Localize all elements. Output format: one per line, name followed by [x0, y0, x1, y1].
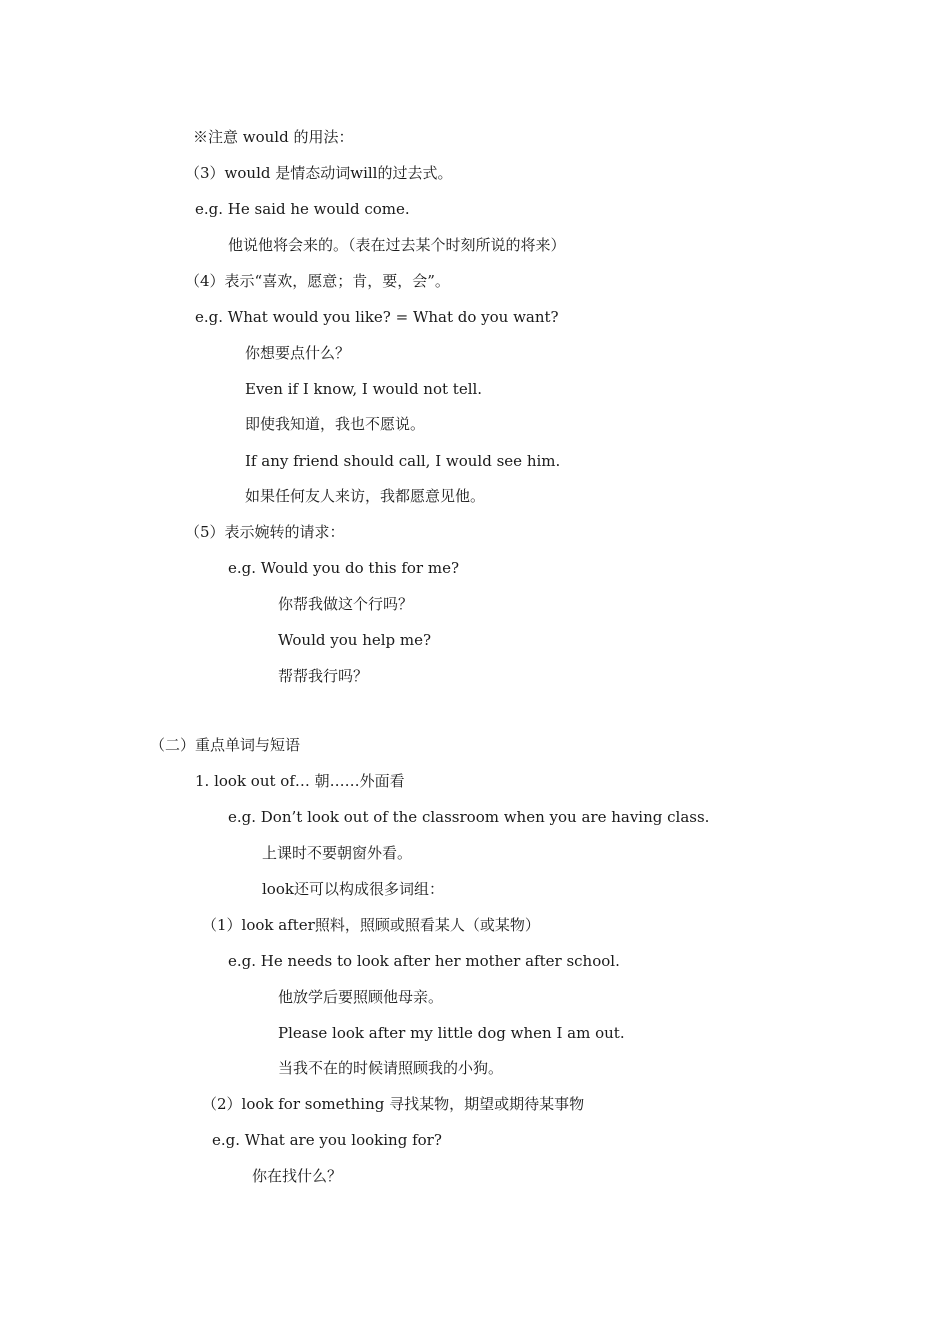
point-4-heading: （4）表示“喜欢，愿意；肯，要，会”。 [185, 272, 450, 290]
example-line: e.g. Don’t look out of the classroom when you are having class. [228, 808, 710, 826]
example-line: Please look after my little dog when I am out. [278, 1024, 625, 1042]
phrase-look-for-heading: （2）look for something 寻找某物，期望或期待某事物 [202, 1095, 585, 1113]
note-line: look还可以构成很多词组： [262, 880, 444, 898]
note-would-heading: ※注意 would 的用法： [193, 128, 354, 146]
translation-line: 帮帮我行吗？ [278, 667, 369, 685]
translation-line: 他说他将会来的。（表在过去某个时刻所说的将来） [228, 236, 566, 254]
translation-line: 如果任何友人来访，我都愿意见他。 [245, 487, 486, 505]
translation-line: 他放学后要照顾他母亲。 [278, 988, 444, 1006]
translation-line: 你想要点什么？ [245, 344, 351, 362]
example-line: e.g. Would you do this for me? [228, 559, 459, 577]
phrase-1-heading: 1. look out of… 朝……外面看 [195, 772, 405, 790]
section-2-heading: （二）重点单词与短语 [150, 736, 301, 754]
phrase-look-after-heading: （1）look after照料，照顾或照看某人（或某物） [202, 916, 540, 934]
example-line: e.g. What are you looking for? [212, 1131, 442, 1149]
translation-line: 当我不在的时候请照顾我的小狗。 [278, 1059, 504, 1077]
translation-line: 你在找什么？ [252, 1167, 343, 1185]
translation-line: 你帮我做这个行吗？ [278, 595, 414, 613]
example-line: If any friend should call, I would see him. [245, 452, 561, 470]
example-line: Would you help me? [278, 631, 432, 649]
example-line: Even if I know, I would not tell. [245, 380, 483, 398]
example-line: e.g. What would you like? = What do you want? [195, 308, 559, 326]
translation-line: 上课时不要朝窗外看。 [262, 844, 413, 862]
translation-line: 即使我知道，我也不愿说。 [245, 415, 426, 433]
point-5-heading: （5）表示婉转的请求： [185, 523, 345, 541]
example-line: e.g. He said he would come. [195, 200, 410, 218]
point-3-heading: （3）would 是情态动词will的过去式。 [185, 164, 453, 182]
example-line: e.g. He needs to look after her mother after school. [228, 952, 620, 970]
